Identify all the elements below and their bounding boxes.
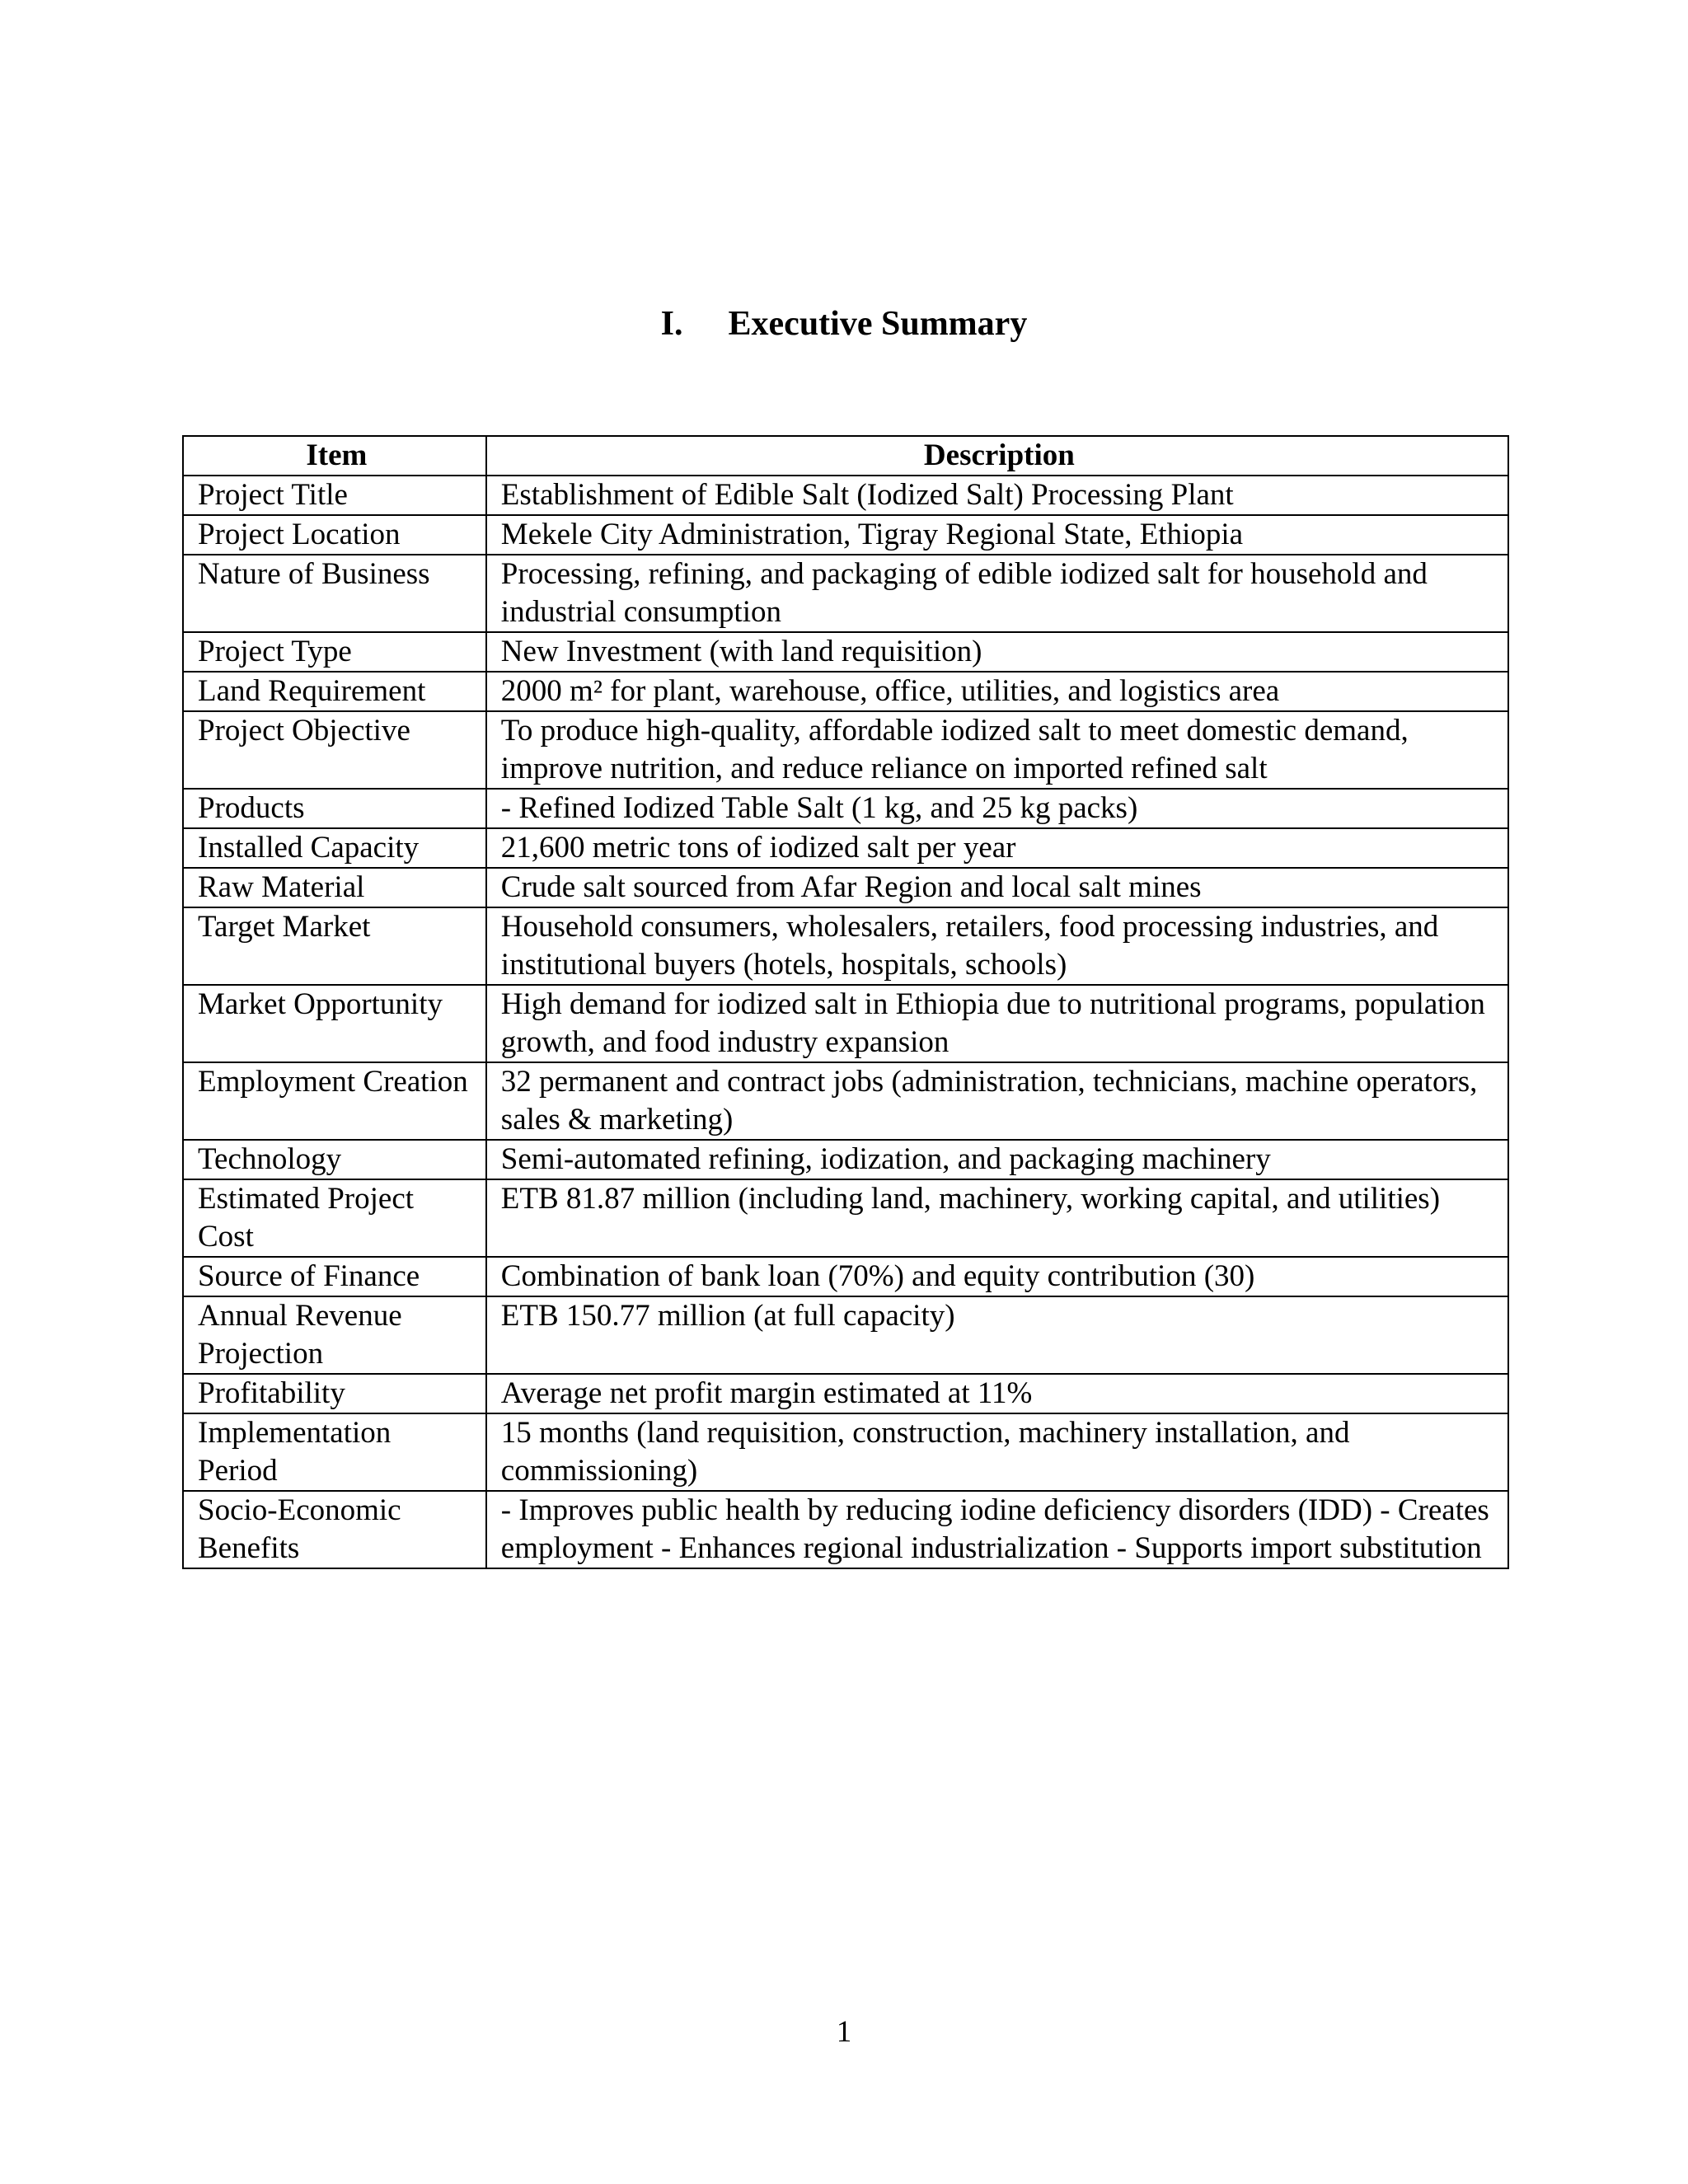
section-heading (0, 305, 1688, 343)
table-row (183, 985, 1508, 1062)
table-row (183, 868, 1508, 907)
row-item: Project Title (183, 476, 486, 515)
row-description: Average net profit margin estimated at 11% (486, 1374, 1508, 1413)
section-number: I. (660, 305, 683, 343)
row-description: Crude salt sourced from Afar Region and local salt mines (486, 868, 1508, 907)
row-description: 15 months (land requisition, construction, machinery installation, and commissioning) (486, 1413, 1508, 1491)
page-number: 1 (836, 2015, 852, 2049)
row-item: Land Requirement (183, 672, 486, 711)
header-description: Description (486, 436, 1508, 476)
row-description: ETB 150.77 million (at full capacity) (486, 1296, 1508, 1374)
row-description: 32 permanent and contract jobs (administration, technicians, machine operators, sales & marketing) (486, 1062, 1508, 1140)
row-description: Establishment of Edible Salt (Iodized Salt) Processing Plant (486, 476, 1508, 515)
row-description: 21,600 metric tons of iodized salt per year (486, 828, 1508, 868)
table-row (183, 555, 1508, 632)
table-row (183, 1140, 1508, 1179)
row-description: Processing, refining, and packaging of edible iodized salt for household and industrial consumption (486, 555, 1508, 632)
row-description: Semi-automated refining, iodization, and packaging machinery (486, 1140, 1508, 1179)
table-row (183, 1296, 1508, 1374)
row-description: New Investment (with land requisition) (486, 632, 1508, 672)
table-row (183, 1062, 1508, 1140)
row-item: Employment Creation (183, 1062, 486, 1140)
table-row (183, 907, 1508, 985)
table-row (183, 789, 1508, 828)
header-item: Item (183, 436, 486, 476)
row-description: 2000 m² for plant, warehouse, office, utilities, and logistics area (486, 672, 1508, 711)
row-item: Project Location (183, 515, 486, 555)
table-row (183, 711, 1508, 789)
row-item: Market Opportunity (183, 985, 486, 1062)
row-description: High demand for iodized salt in Ethiopia due to nutritional programs, population growth, and food industry expansion (486, 985, 1508, 1062)
row-description: - Improves public health by reducing iodine deficiency disorders (IDD) - Creates employment - Enhances regional industrialization - Supports import substitution (486, 1491, 1508, 1568)
row-item: Socio-Economic Benefits (183, 1491, 486, 1568)
row-item: Nature of Business (183, 555, 486, 632)
row-item: Project Type (183, 632, 486, 672)
row-description: Mekele City Administration, Tigray Regional State, Ethiopia (486, 515, 1508, 555)
row-item: Raw Material (183, 868, 486, 907)
table-row (183, 828, 1508, 868)
row-item: Technology (183, 1140, 486, 1179)
row-item: Source of Finance (183, 1257, 486, 1296)
row-item: Products (183, 789, 486, 828)
row-description: - Refined Iodized Table Salt (1 kg, and 25 kg packs) (486, 789, 1508, 828)
row-item: Project Objective (183, 711, 486, 789)
table-row (183, 1413, 1508, 1491)
table-row (183, 1257, 1508, 1296)
table-row (183, 1179, 1508, 1257)
row-description: Household consumers, wholesalers, retailers, food processing industries, and institutional buyers (hotels, hospitals, schools) (486, 907, 1508, 985)
row-item: Estimated Project Cost (183, 1179, 486, 1257)
table-header-row (183, 436, 1508, 476)
table-row (183, 672, 1508, 711)
row-description: Combination of bank loan (70%) and equity contribution (30) (486, 1257, 1508, 1296)
row-item: Annual Revenue Projection (183, 1296, 486, 1374)
section-title: Executive Summary (728, 305, 1028, 343)
row-description: ETB 81.87 million (including land, machinery, working capital, and utilities) (486, 1179, 1508, 1257)
row-item: Profitability (183, 1374, 486, 1413)
table-row (183, 1374, 1508, 1413)
table-row (183, 515, 1508, 555)
row-item: Installed Capacity (183, 828, 486, 868)
table-row (183, 632, 1508, 672)
table-row (183, 1491, 1508, 1568)
table-row (183, 476, 1508, 515)
executive-summary-table (182, 435, 1509, 1569)
row-description: To produce high-quality, affordable iodized salt to meet domestic demand, improve nutrition, and reduce reliance on imported refined salt (486, 711, 1508, 789)
row-item: Target Market (183, 907, 486, 985)
row-item: Implementation Period (183, 1413, 486, 1491)
